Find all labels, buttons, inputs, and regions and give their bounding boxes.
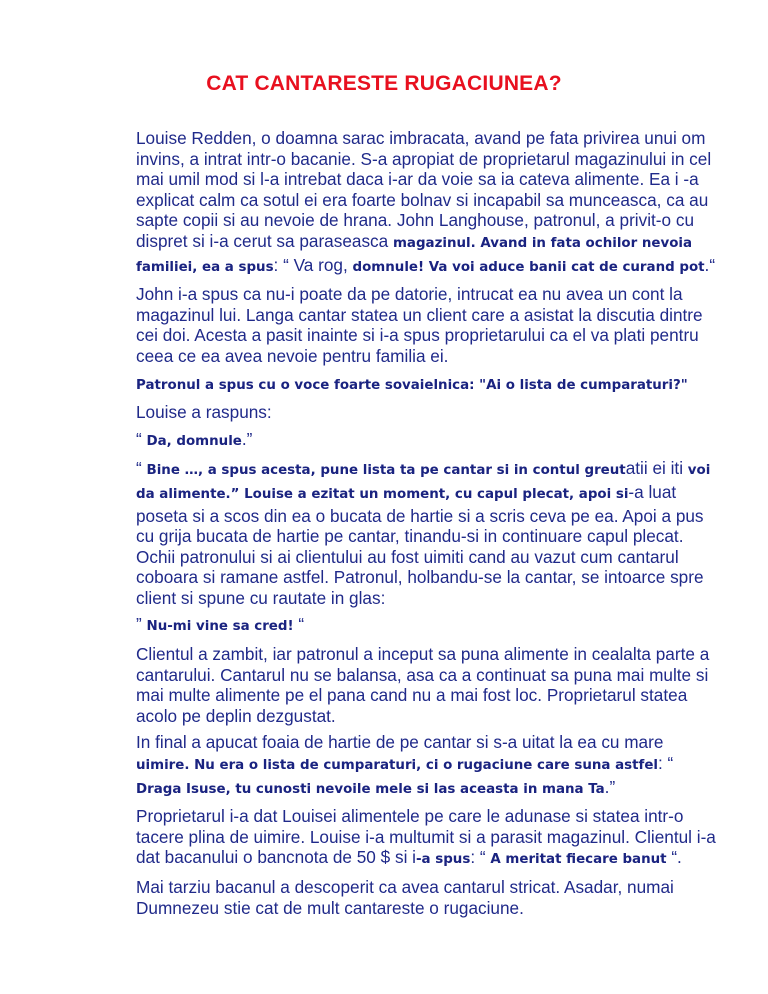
paragraph-10 <box>136 806 716 871</box>
p9-text-2: : “ <box>658 753 674 774</box>
paragraph-11: Mai tarziu bacanul a descoperit ca avea cantarul stricat. Asadar, numai Dumnezeu stie cat de mult cantareste o rugaciune. <box>136 877 674 918</box>
paragraph-1 <box>136 128 716 278</box>
p1-bold-1: magazinul. Avand in fata ochilor nevoia familiei, ea a spus <box>136 235 693 275</box>
paragraph-6 <box>136 458 716 608</box>
p10-text-2: : “ <box>470 847 491 868</box>
p10-text-3: “. <box>666 847 682 868</box>
p9-bold-2: Draga Isuse, tu cunosti nevoile mele si las aceasta in mana Ta <box>136 781 605 797</box>
paragraph-7 <box>136 614 716 638</box>
p7-bold: Nu-mi vine sa cred! <box>146 619 294 635</box>
paragraph-3 <box>136 373 716 397</box>
p10-text-1: Proprietarul i-a dat Louisei alimentele pe care le adunase si statea intr-o tacere plina de uimire. Louise i-a multumit si a parasit magazinul. Clientul i-a dat bacanului o bancnota de 50 $ si i <box>136 806 716 868</box>
p9-text-3: .” <box>604 776 616 797</box>
paragraph-9 <box>136 732 716 800</box>
article-body <box>136 128 716 924</box>
p6-bold-2: voi da alimente.” Louise a ezitat un moment, cu capul plecat, apoi si <box>136 463 711 502</box>
p9-bold-1: uimire. Nu era o lista de cumparaturi, ci o rugaciune care suna astfel <box>136 758 658 774</box>
paragraph-4: Louise a raspuns: <box>136 402 272 423</box>
paragraph-8: Clientul a zambit, iar patronul a inceput sa puna alimente in cealalta parte a cantarului. Cantarul nu se balansa, asa ca a continuat sa puna mai multe si mai multe alimente pe el pana cand nu a mai fost loc. Proprietarul statea acolo pe deplin dezgustat. <box>136 644 710 726</box>
p5-bold: Da, domnule <box>146 433 242 449</box>
p1-text-3: .“ <box>704 254 716 275</box>
p9-text-1: In final a apucat foaia de hartie de pe cantar si s-a uitat la ea cu mare <box>136 732 664 753</box>
p5-end: .” <box>241 428 253 449</box>
p3-bold: Patronul a spus cu o voce foarte sovaielnica: "Ai o lista de cumparaturi?" <box>136 377 688 393</box>
p6-text-1: atii ei iti <box>625 458 688 479</box>
p6-bold-1: Bine …, a spus acesta, pune lista ta pe cantar si in contul greut <box>146 463 626 479</box>
p7-quote: ” <box>136 614 147 635</box>
p7-end: “ <box>293 614 305 635</box>
page-title: CAT CANTARESTE RUGACIUNEA? <box>206 72 562 95</box>
paragraph-2: John i-a spus ca nu-i poate da pe datorie, intrucat ea nu avea un cont la magazinul lui. Langa cantar statea un client care a asistat la discutia dintre cei doi. Acesta a pasit inainte si i-a spus proprietarului ca el va plati pentru ceea ce ea avea nevoie pentru familia ei. <box>136 284 703 366</box>
p10-bold-1: -a spus <box>416 852 471 868</box>
p1-text: Louise Redden, o doamna sarac imbracata, avand pe fata privirea unui om invins, a intrat intr-o bacanie. S-a apropiat de proprietarul magazinului in cel mai umil mod si l-a intrebat daca i-ar da voie sa ia cateva alimente. Ea i -a explicat calm ca sotul ei era foarte bolnav si incapabil sa munceasca, ca au sapte copii si au nevoie de hrana. John Langhouse, patronul, a privit-o cu dispret si i-a cerut sa paraseasca <box>136 128 712 251</box>
p1-text-2: : “ Va rog, <box>273 254 353 275</box>
p6-quote: “ <box>136 458 147 479</box>
p5-quote: “ <box>136 428 147 449</box>
p10-bold-2: A meritat fiecare banut <box>490 852 667 868</box>
paragraph-5 <box>136 429 716 453</box>
p6-text-2: -a luat poseta si a scos din ea o bucata de hartie si a scris ceva pe ea. Apoi a pus cu grija bucata de hartie pe cantar, tinandu-si in continuare capul plecat. Ochii patronului si ai clientului au fost uimiti cand au vazut cum cantarul coboara si ramane astfel. Patronul, holbandu-se la cantar, se intoarce spre client si spune cu rautate in glas: <box>136 481 704 608</box>
p1-bold-2: domnule! Va voi aduce banii cat de curand pot <box>352 259 705 275</box>
